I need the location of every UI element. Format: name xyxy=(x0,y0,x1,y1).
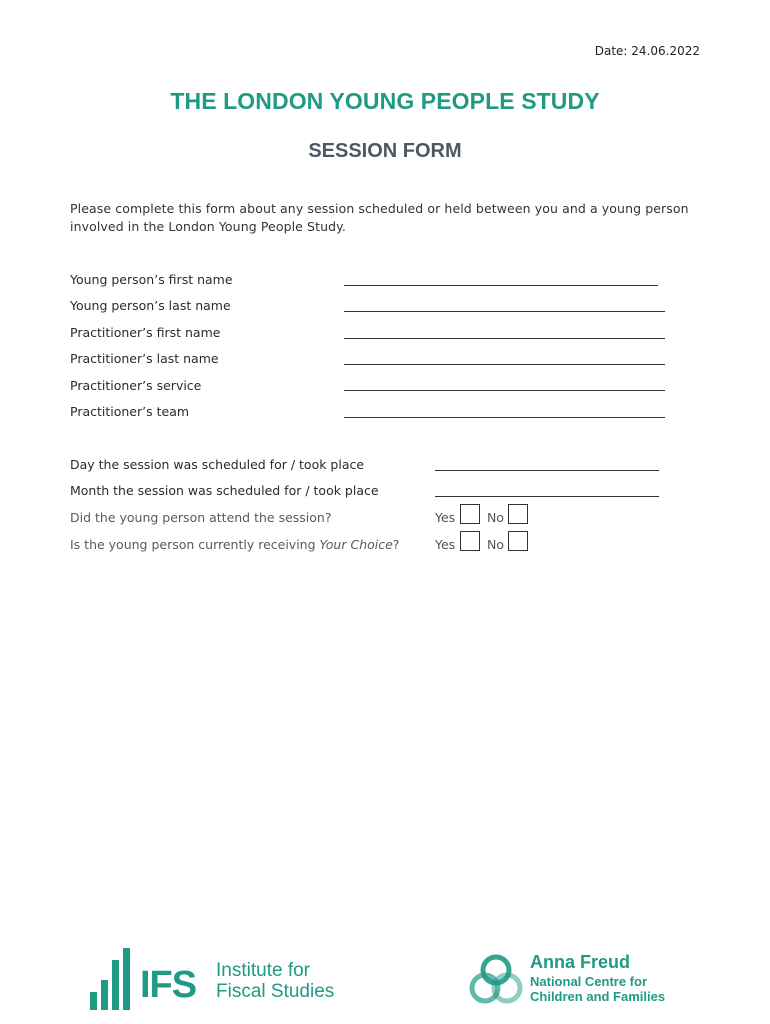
page-subtitle: SESSION FORM xyxy=(308,140,462,162)
attend-no-checkbox[interactable] xyxy=(508,504,528,524)
ifs-abbreviation: IFS xyxy=(140,964,197,1006)
question-label: Did the young person attend the session? xyxy=(70,510,332,525)
ifs-bars-icon xyxy=(88,948,138,1014)
anna-freud-line2: Children and Families xyxy=(530,989,666,1004)
ifs-name-line2: Fiscal Studies xyxy=(216,981,335,1002)
date-label: Date: 24.06.2022 xyxy=(594,44,700,58)
anna-freud-name: Anna Freud xyxy=(530,952,631,972)
question-text-pre: Is the young person currently receiving xyxy=(70,537,320,552)
question-row-attend xyxy=(70,510,710,530)
question-label xyxy=(70,537,399,552)
question-text-post: ? xyxy=(392,537,400,552)
young-first-name-line[interactable] xyxy=(344,285,658,286)
anna-freud-line1: National Centre for xyxy=(530,974,648,989)
triquetra-icon xyxy=(468,952,524,1008)
anna-freud-logo xyxy=(468,950,708,1010)
field-label: Practitioner’s team xyxy=(70,404,190,419)
field-label: Practitioner’s last name xyxy=(70,351,219,366)
yes-label: Yes xyxy=(435,537,456,552)
field-label: Practitioner’s service xyxy=(70,378,202,393)
session-day-line[interactable] xyxy=(435,470,659,471)
field-label: Young person’s first name xyxy=(70,272,233,287)
field-label: Young person’s last name xyxy=(70,298,231,313)
programme-name: Your Choice xyxy=(319,537,393,552)
practitioner-last-name-line[interactable] xyxy=(344,364,665,365)
ifs-logo xyxy=(88,948,338,1014)
session-month-line[interactable] xyxy=(435,496,659,497)
ifs-name-line1: Institute for xyxy=(216,960,310,981)
your-choice-no-checkbox[interactable] xyxy=(508,531,528,551)
field-label: Month the session was scheduled for / took place xyxy=(70,483,379,498)
intro-text: Please complete this form about any session scheduled or held between you and a young person involved in the London Young People Study. xyxy=(70,201,689,234)
field-label: Practitioner’s first name xyxy=(70,325,221,340)
attend-yes-checkbox[interactable] xyxy=(460,504,480,524)
anna-freud-subtitle xyxy=(530,974,665,1004)
young-last-name-line[interactable] xyxy=(344,311,665,312)
ifs-name xyxy=(216,960,334,1002)
practitioner-first-name-line[interactable] xyxy=(344,338,665,339)
practitioner-service-line[interactable] xyxy=(344,390,665,391)
page-title: THE LONDON YOUNG PEOPLE STUDY xyxy=(170,88,600,114)
no-label: No xyxy=(487,510,504,525)
no-label: No xyxy=(487,537,504,552)
practitioner-team-line[interactable] xyxy=(344,417,665,418)
yes-label: Yes xyxy=(435,510,456,525)
question-row-your-choice xyxy=(70,537,710,557)
field-label: Day the session was scheduled for / took place xyxy=(70,457,365,472)
your-choice-yes-checkbox[interactable] xyxy=(460,531,480,551)
